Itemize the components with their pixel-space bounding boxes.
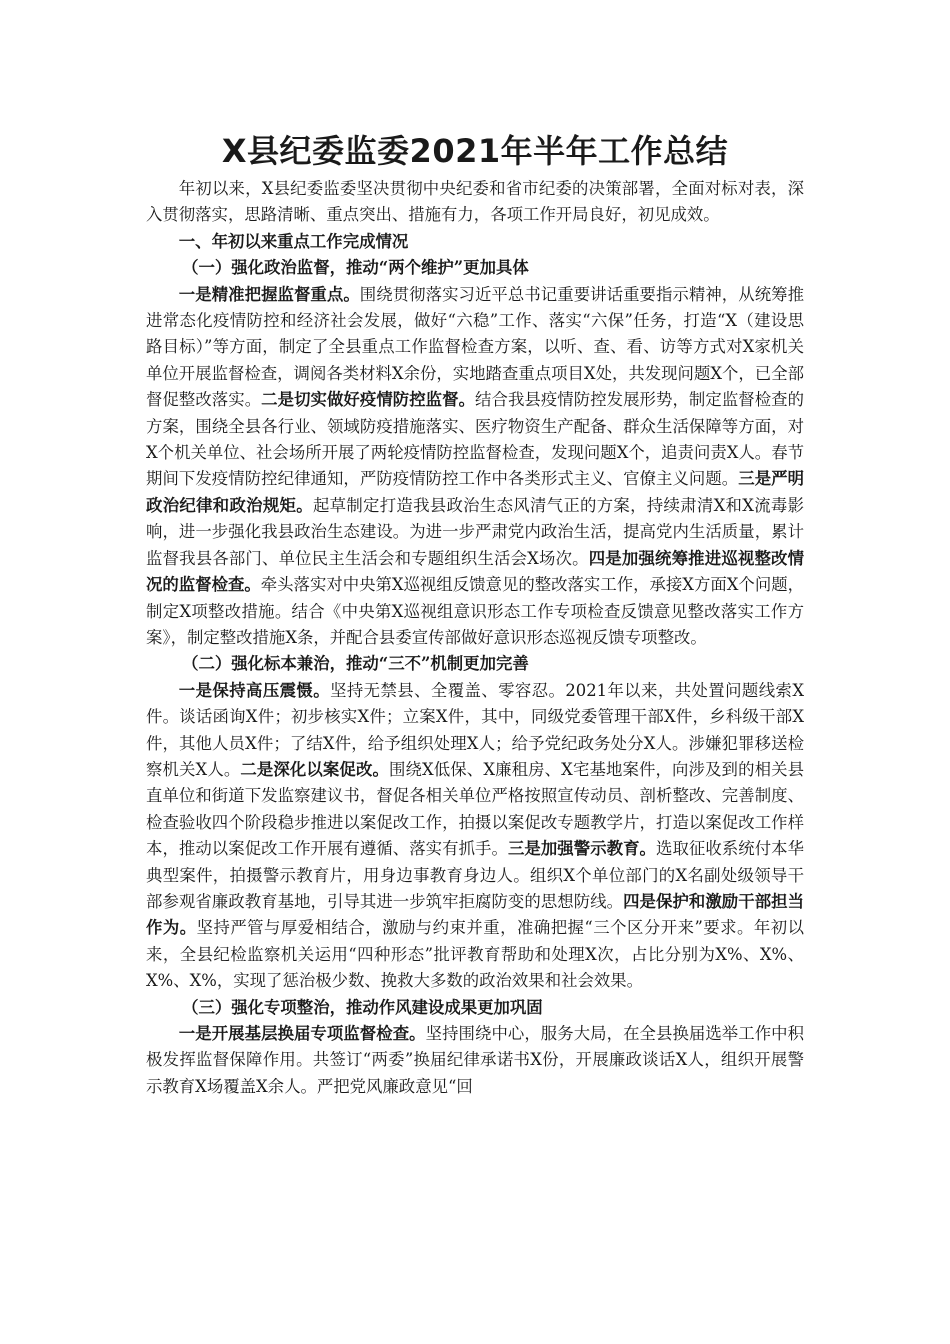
subsection-heading-2: （二）强化标本兼治，推动“三不”机制更加完善 [182,654,529,674]
point-3-text: 选取征收系统付本华典型案件，拍摄警示教育片，用身边事教育身边人。组织X个单位部门的X名副处级领导干部参观省廉政教育基地，引导其进一步筑牢拒腐防变的思想防线。 [146,839,805,911]
point-1-text: 围绕贯彻落实习近平总书记重要讲话重要指示精神，从统筹推进常态化疫情防控和经济社会发展，做好“六稳”工作、落实“六保”任务，打造“X（建设思路目标）”等方面，制定了全县重点工作监督检查方案，以听、查、看、访等方式对X家机关单位开展监督检查，调阅各类材料X余份，实地踏查重点项目X处，共发现问题X个，已全部督促整改落实。 [146,284,805,410]
point-3-lead: 三是严明政治纪律和政治规矩。 [146,469,805,515]
document-title: X县纪委监委2021年半年工作总结 [221,132,729,170]
subsection-2-body [146,678,804,995]
subsection-3-body [146,1021,804,1100]
point-1-text: 坚持无禁县、全覆盖、零容忍。2021年以来，共处置问题线索X件。谈话函询X件；初步核实X件；立案X件，其中，同级党委管理干部X件，乡科级干部X件，其他人员X件；了结X件，给予组织处理X人；给予党纪政务处分X人。涉嫌犯罪移送检察机关X人。 [146,680,805,779]
subsection-heading-3: （三）强化专项整治，推动作风建设成果更加巩固 [182,997,543,1017]
point-2-lead: 二是切实做好疫情防控监督。 [261,390,476,410]
subsection-heading-1: （一）强化政治监督，推动“两个维护”更加具体 [182,258,529,278]
point-3-lead: 三是加强警示教育。 [507,839,657,859]
point-1-lead: 一是精准把握监督重点。 [178,284,360,304]
point-1-lead: 一是保持高压震慑。 [178,680,331,700]
point-2-text: 围绕X低保、X廉租房、X宅基地案件，向涉及到的相关县直单位和街道下发监察建议书，督促各相关单位严格按照宣传动员、剖析整改、完善制度、检查验收四个阶段稳步推进以案促改工作，拍摄以案促改专题教学片，打造以案促改工作样本，推动以案促改工作开展有遵循、落实有抓手。 [146,759,804,859]
point-4-lead: 四是保护和激励干部担当作为。 [146,891,804,938]
point-2-lead: 二是深化以案促改。 [240,759,389,779]
point-4-text: 坚持严管与厚爱相结合，激励与约束并重，准确把握“三个区分开来”要求。年初以来，全县纪检监察机关运用“四种形态”批评教育帮助和处理X次，占比分别为X%、X%、X%、X%，实现了惩治极少数、挽救大多数的政治效果和社会效果。 [146,918,804,991]
subsection-1-body [146,282,804,652]
point-1-lead: 一是开展基层换届专项监督检查。 [178,1024,426,1043]
section-heading-1: 一、年初以来重点工作完成情况 [178,231,409,251]
point-4-lead: 四是加强统筹推进巡视整改情况的监督检查。 [146,548,804,595]
point-1-text: 坚持围绕中心，服务大局，在全县换届选举工作中积极发挥监督保障作用。共签订“两委”换届纪律承诺书X份，开展廉政谈话X人，组织开展警示教育X场覆盖X余人。严把党风廉政意见“回 [146,1024,805,1096]
point-3-text: 起草制定打造我县政治生态风清气正的方案，持续肃清X和X流毒影响，进一步强化我县政治生态建设。为进一步严肃党内政治生活，提高党内生活质量，累计监督我县各部门、单位民主生活会和专题组织生活会X场次。 [146,495,804,568]
point-4-text: 牵头落实对中央第X巡视组反馈意见的整改落实工作，承接X方面X个问题，制定X项整改措施。结合《中央第X巡视组意识形态工作专项检查反馈意见整改落实工作方案》，制定整改措施X条，并配合县委宣传部做好意识形态巡视反馈专项整改。 [146,575,804,647]
point-2-text: 结合我县疫情防控发展形势，制定监督检查的方案，围绕全县各行业、领域防疫措施落实、医疗物资生产配备、群众生活保障等方面，对X个机关单位、社会场所开展了两轮疫情防控监督检查，发现问题X个，追责问责X人。春节期间下发疫情防控纪律通知，严防疫情防控工作中各类形式主义、官僚主义问题。 [146,390,805,489]
intro-paragraph: 年初以来，X县纪委监委坚决贯彻中央纪委和省市纪委的决策部署，全面对标对表，深入贯彻落实，思路清晰、重点突出、措施有力，各项工作开局良好，初见成效。 [146,179,804,225]
